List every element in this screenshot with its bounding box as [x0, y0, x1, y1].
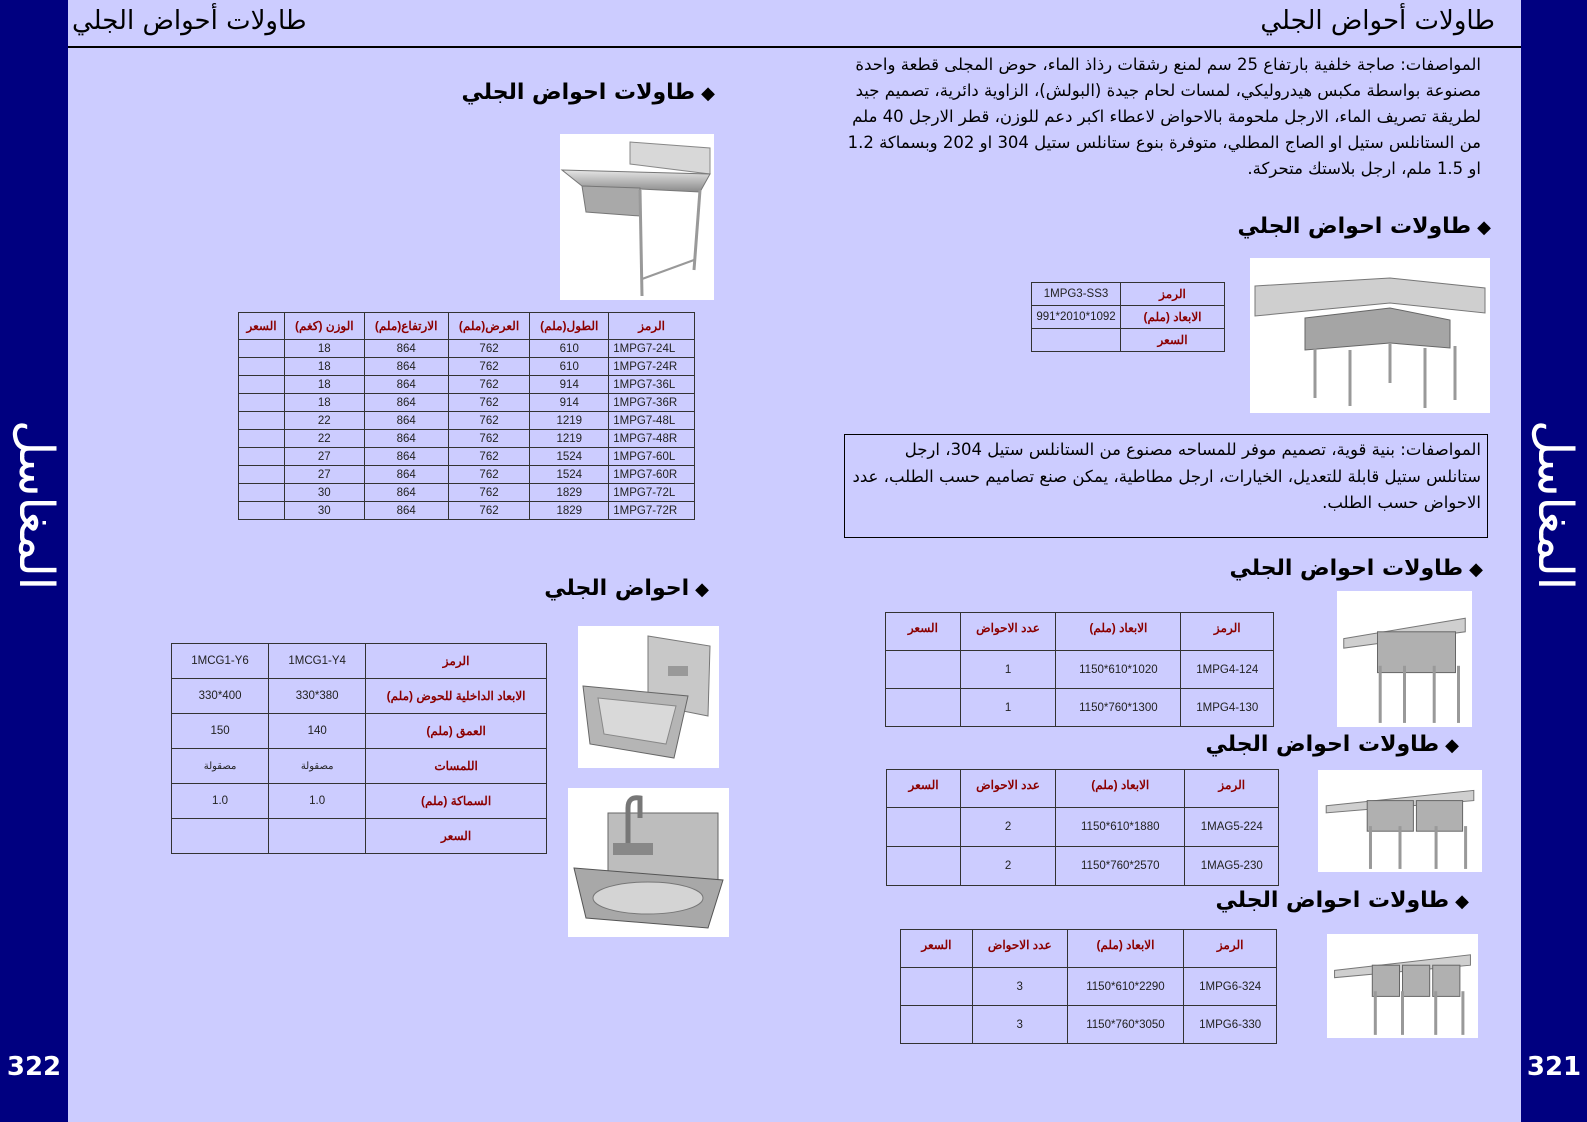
right-side-bar: [1521, 0, 1587, 1122]
header-length: الطول(ملم): [530, 313, 609, 340]
table-header-row: [239, 313, 695, 340]
table-row: [172, 749, 547, 784]
table-header-cell: الرمز: [1184, 930, 1277, 968]
left-page-header: طاولات أحواض الجلي: [72, 6, 307, 36]
table-cell: 2: [961, 808, 1056, 847]
table-cell: 762: [448, 430, 530, 448]
table-cell: 140: [269, 714, 366, 749]
table-cell: 610: [530, 358, 609, 376]
section-heading-corner: [1237, 214, 1491, 239]
sink-table-2: [886, 769, 1279, 886]
table-cell: 610: [530, 340, 609, 358]
diamond-bullet-icon: ◆: [701, 83, 715, 104]
table-cell: 1MPG7-36R: [609, 394, 695, 412]
hand-sink-with-faucet-photo: [568, 788, 729, 937]
table-cell: 864: [364, 340, 448, 358]
table-row: [1032, 306, 1225, 329]
table-cell: [172, 819, 269, 854]
corner-three-sink-photo: [1250, 258, 1490, 413]
table-cell: 2: [961, 847, 1056, 886]
table-cell: [239, 502, 285, 520]
table-cell: 762: [448, 358, 530, 376]
table-cell: 864: [364, 502, 448, 520]
right-side-label: المغاسل: [1527, 419, 1583, 591]
section-heading-sinks: [544, 576, 709, 601]
table-cell: 1MAG5-224: [1185, 808, 1279, 847]
table-cell: 864: [364, 484, 448, 502]
table-cell: 1MPG7-72L: [609, 484, 695, 502]
header-divider: [68, 46, 1521, 48]
table-cell: [887, 808, 961, 847]
table-cell: 3: [972, 1006, 1067, 1044]
table-cell: 27: [285, 448, 365, 466]
table-row: [239, 376, 695, 394]
table-cell: 1MPG6-330: [1184, 1006, 1277, 1044]
table-cell: 864: [364, 466, 448, 484]
table-cell: 18: [285, 394, 365, 412]
specifications-box: المواصفات: بنية قوية، تصميم موفر للمساحه مصنوع من الستانلس ستيل 304، ارجل ستانلس ستيل قابلة للتعديل، الخيارات، ارجل مطاطية، يمكن صنع تصاميم حسب الطلب، عدد الاحواض حسب الطلب.: [844, 434, 1488, 538]
table-cell: 762: [448, 466, 530, 484]
table-row: [901, 1006, 1277, 1044]
table-header-cell: السعر: [901, 930, 973, 968]
table-cell: 2290*610*1150: [1067, 968, 1184, 1006]
table-cell: 762: [448, 394, 530, 412]
table-cell: 3: [972, 968, 1067, 1006]
table-header-row: [901, 930, 1277, 968]
table-row: [887, 847, 1279, 886]
table-header-cell: السعر: [887, 770, 961, 808]
table-row: [239, 412, 695, 430]
table-cell: 1MPG7-48L: [609, 412, 695, 430]
diamond-bullet-icon: ◆: [695, 579, 709, 600]
table-row: [172, 714, 547, 749]
table-row: [172, 644, 547, 679]
table-cell: 1880*610*1150: [1056, 808, 1185, 847]
table-cell: 1300*760*1150: [1056, 689, 1181, 727]
table-cell: 22: [285, 430, 365, 448]
table-cell: 1829: [530, 484, 609, 502]
table-row: [239, 502, 695, 520]
table-cell: 1MPG6-324: [1184, 968, 1277, 1006]
table-header-cell: عدد الاحواض: [972, 930, 1067, 968]
table-cell: 762: [448, 340, 530, 358]
table-cell: [239, 484, 285, 502]
row-label: الابعاد الداخلية للحوض (ملم): [366, 679, 547, 714]
heading-text: احواض الجلي: [544, 576, 690, 601]
table-cell: [887, 847, 961, 886]
sink-table-3: [900, 929, 1277, 1044]
table-header-cell: الابعاد (ملم): [1067, 930, 1184, 968]
table-row: [239, 430, 695, 448]
table-row: [172, 679, 547, 714]
table-cell: 27: [285, 466, 365, 484]
table-cell: 864: [364, 448, 448, 466]
table-cell: 1: [960, 689, 1056, 727]
table-cell: 1829: [530, 502, 609, 520]
diamond-bullet-icon: ◆: [1469, 559, 1483, 580]
table-cell: 150: [172, 714, 269, 749]
table-cell: 1219: [530, 430, 609, 448]
one-compartment-sink-photo: [1337, 591, 1472, 727]
table-row: [239, 448, 695, 466]
dish-tables-spec-table: [238, 312, 695, 520]
table-cell: 1MPG4-124: [1181, 651, 1274, 689]
table-row: [172, 819, 547, 854]
heading-text: طاولات احواض الجلي: [461, 80, 696, 105]
table-cell: [269, 819, 366, 854]
table-cell: 1.0: [269, 784, 366, 819]
table-cell: 18: [285, 376, 365, 394]
header-width: العرض(ملم): [448, 313, 530, 340]
table-cell: [1032, 329, 1121, 352]
table-cell: [886, 689, 961, 727]
table-header-cell: السعر: [886, 613, 961, 651]
diamond-bullet-icon: ◆: [1477, 217, 1491, 238]
table-cell: 864: [364, 430, 448, 448]
right-page-header: طاولات أحواض الجلي: [1260, 6, 1495, 36]
table-cell: 1MPG7-48R: [609, 430, 695, 448]
left-side-bar: [0, 0, 68, 1122]
table-cell: 1.0: [172, 784, 269, 819]
row-label: العمق (ملم): [366, 714, 547, 749]
table-header-cell: عدد الاحواض: [961, 770, 1056, 808]
table-cell: 1524: [530, 466, 609, 484]
table-row: [1032, 283, 1225, 306]
table-cell: 864: [364, 358, 448, 376]
heading-text: طاولات احواض الجلي: [1215, 888, 1450, 913]
table-row: [887, 808, 1279, 847]
table-cell: 1MPG7-60L: [609, 448, 695, 466]
section-heading-dish-tables: [461, 80, 715, 105]
table-cell: [239, 412, 285, 430]
table-cell: 22: [285, 412, 365, 430]
row-label: الابعاد (ملم): [1121, 306, 1225, 329]
section-heading-sink-table: [1215, 888, 1469, 913]
row-label: السعر: [1121, 329, 1225, 352]
table-cell: 762: [448, 484, 530, 502]
table-cell: [239, 358, 285, 376]
table-cell: 380*330: [269, 679, 366, 714]
table-header-cell: الابعاد (ملم): [1056, 613, 1181, 651]
table-row: [172, 784, 547, 819]
hand-sinks-spec-table: [171, 643, 547, 854]
table-cell: 1MPG4-130: [1181, 689, 1274, 727]
row-label: السماكة (ملم): [366, 784, 547, 819]
table-cell: 1MAG5-230: [1185, 847, 1279, 886]
row-label: الرمز: [1121, 283, 1225, 306]
table-cell: 762: [448, 412, 530, 430]
table-cell: 1MPG7-60R: [609, 466, 695, 484]
table-cell: 1MPG7-24L: [609, 340, 695, 358]
diamond-bullet-icon: ◆: [1445, 735, 1459, 756]
left-page-number: 322: [6, 1052, 62, 1082]
row-label: الرمز: [366, 644, 547, 679]
table-cell: [239, 466, 285, 484]
intro-specifications: المواصفات: صاجة خلفية بارتفاع 25 سم لمنع رشقات رذاذ الماء، حوض المجلى قطعة واحدة مصنوعة بواسطة مكبس هيدروليكي، لمسات لحام جيدة (البولش)، الزاوية دائرية، تصميم جيد لطريقة تصريف الماء، الارجل ملحومة بالاحواض لاعطاء اكبر دعم للوزن، قطر الارجل 40 ملم من الستانلس ستيل او الصاج المطلي، متوفرة بنوع ستانلس ستيل 304 او 202 وبسماكة 1.2 او 1.5 ملم، ارجل بلاستك متحركة.: [847, 55, 1481, 178]
table-cell: 864: [364, 412, 448, 430]
table-cell: 1092*2010*991: [1032, 306, 1121, 329]
table-header-cell: الرمز: [1181, 613, 1274, 651]
table-row: [901, 968, 1277, 1006]
table-cell: 1219: [530, 412, 609, 430]
table-cell: [239, 394, 285, 412]
left-side-label: المغاسل: [8, 419, 64, 591]
table-cell: [901, 968, 973, 1006]
header-height: الارتفاع(ملم): [364, 313, 448, 340]
table-cell: 1MPG7-36L: [609, 376, 695, 394]
table-cell: [239, 376, 285, 394]
table-cell: 400*330: [172, 679, 269, 714]
table-cell: 864: [364, 376, 448, 394]
table-cell: 1524: [530, 448, 609, 466]
three-compartment-sink-photo: [1327, 934, 1478, 1038]
table-cell: 762: [448, 376, 530, 394]
heading-text: طاولات احواض الجلي: [1205, 732, 1440, 757]
table-cell: 30: [285, 484, 365, 502]
table-cell: مصقولة: [269, 749, 366, 784]
table-cell: 1MPG7-24R: [609, 358, 695, 376]
heading-text: طاولات احواض الجلي: [1237, 214, 1472, 239]
table-cell: 864: [364, 394, 448, 412]
dish-table-single-sink-photo: [560, 134, 714, 300]
two-compartment-sink-photo: [1318, 770, 1482, 872]
table-cell: مصقولة: [172, 749, 269, 784]
table-cell: [239, 340, 285, 358]
table-cell: 30: [285, 502, 365, 520]
table-cell: 2570*760*1150: [1056, 847, 1185, 886]
table-cell: 914: [530, 394, 609, 412]
table-cell: [901, 1006, 973, 1044]
table-cell: 1MPG7-72R: [609, 502, 695, 520]
section-heading-sink-table: [1205, 732, 1459, 757]
corner-sink-spec-table: [1031, 282, 1225, 352]
table-cell: 762: [448, 448, 530, 466]
table-header-row: [886, 613, 1274, 651]
table-cell: 914: [530, 376, 609, 394]
table-row: [239, 466, 695, 484]
table-header-cell: الابعاد (ملم): [1056, 770, 1185, 808]
sink-table-1: [885, 612, 1274, 727]
table-row: [239, 358, 695, 376]
table-cell: 1020*610*1150: [1056, 651, 1181, 689]
table-header-row: [887, 770, 1279, 808]
header-price: السعر: [239, 313, 285, 340]
table-cell: 18: [285, 358, 365, 376]
table-header-cell: الرمز: [1185, 770, 1279, 808]
right-page-number: 321: [1526, 1052, 1582, 1082]
header-code: الرمز: [609, 313, 695, 340]
table-cell: 762: [448, 502, 530, 520]
table-row: [239, 340, 695, 358]
table-cell: 1MPG3-SS3: [1032, 283, 1121, 306]
table-cell: 1: [960, 651, 1056, 689]
table-row: [239, 484, 695, 502]
section-heading-sink-table: [1229, 556, 1483, 581]
table-cell: [239, 430, 285, 448]
table-cell: 1MCG1-Y4: [269, 644, 366, 679]
table-cell: 18: [285, 340, 365, 358]
table-cell: 1MCG1-Y6: [172, 644, 269, 679]
table-row: [1032, 329, 1225, 352]
table-cell: 3050*760*1150: [1067, 1006, 1184, 1044]
row-label: السعر: [366, 819, 547, 854]
heading-text: طاولات احواض الجلي: [1229, 556, 1464, 581]
table-cell: [886, 651, 961, 689]
row-label: اللمسات: [366, 749, 547, 784]
table-row: [239, 394, 695, 412]
table-cell: [239, 448, 285, 466]
wall-mounted-hand-sink-photo: [578, 626, 719, 768]
table-row: [886, 651, 1274, 689]
table-row: [886, 689, 1274, 727]
table-header-cell: عدد الاحواض: [960, 613, 1056, 651]
header-weight: الوزن (كغم): [285, 313, 365, 340]
diamond-bullet-icon: ◆: [1455, 891, 1469, 912]
